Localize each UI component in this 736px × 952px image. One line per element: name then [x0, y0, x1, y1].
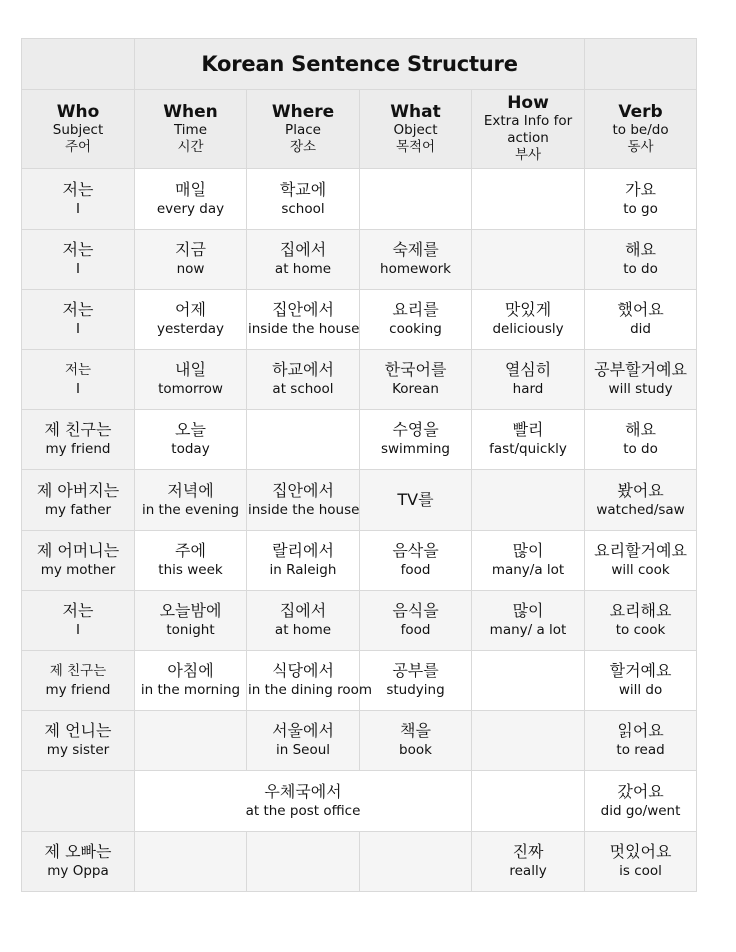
cell-how [472, 771, 585, 831]
cell-verb [585, 590, 697, 650]
table-row [22, 410, 697, 470]
korean-text: 많이 [512, 600, 544, 620]
english-text: inside the house [248, 320, 360, 337]
english-text: will study [608, 381, 673, 398]
header-label: Who [56, 101, 100, 122]
korean-text: 해요 [625, 420, 656, 440]
english-text: inside the house [248, 501, 360, 518]
korean-text: 봤어요 [617, 480, 664, 500]
cell-how [472, 590, 585, 650]
title-cell [135, 39, 585, 90]
cell-where [247, 169, 360, 229]
table-row [22, 350, 697, 410]
page-title: Korean Sentence Structure [201, 52, 518, 77]
header-subtext: action [507, 130, 549, 147]
header-when [135, 90, 247, 169]
korean-text: 제 오빠는 [44, 841, 112, 861]
cell-where [247, 711, 360, 771]
korean-text: 요리할거예요 [594, 540, 687, 560]
english-text: swimming [380, 441, 450, 458]
korean-text: 제 친구는 [44, 420, 112, 440]
english-text: did go/went [600, 802, 681, 819]
korean-text: 음삭을 [392, 540, 439, 560]
cell-what [360, 289, 472, 349]
english-text: now [176, 260, 205, 277]
korean-text: 저녁에 [167, 480, 214, 500]
english-text: at school [272, 381, 334, 398]
sentence-structure-table [21, 38, 697, 892]
korean-text: 집에서 [279, 600, 327, 620]
cell-how [472, 350, 585, 410]
cell-verb [585, 651, 697, 711]
korean-text: 하교에서 [272, 360, 334, 380]
korean-text: 저는 [62, 299, 94, 319]
table-row [22, 831, 697, 891]
table-row [22, 289, 697, 349]
table-row [22, 169, 697, 229]
english-text: many/a lot [491, 561, 565, 578]
english-text: did [630, 320, 651, 337]
korean-text: 요리를 [392, 299, 439, 319]
korean-text: 지금 [175, 239, 206, 259]
cell-how [472, 169, 585, 229]
header-subtext: Object [393, 121, 438, 138]
english-text: I [76, 381, 80, 398]
cell-where [247, 651, 373, 711]
korean-text: 제 어머니는 [36, 540, 120, 560]
header-subtext: 시간 [177, 138, 204, 155]
cell-how [472, 289, 585, 349]
english-text: deliciously [492, 320, 564, 337]
english-text: at the post office [245, 802, 361, 819]
header-subtext: 목적어 [395, 138, 436, 155]
korean-text: 우체국에서 [264, 781, 342, 801]
header-row [22, 90, 697, 169]
english-text: fast/quickly [489, 441, 567, 458]
korean-text: 저는 [62, 179, 94, 199]
english-text: studying [386, 682, 445, 699]
cell-what [360, 350, 472, 410]
korean-text: 해요 [625, 239, 656, 259]
english-text: food [400, 561, 431, 578]
english-text: book [399, 742, 432, 759]
korean-text: TV를 [397, 490, 434, 510]
title-right-cell [585, 39, 697, 90]
cell-how [472, 711, 585, 771]
english-text: many/ a lot [489, 621, 567, 638]
english-text: at home [274, 621, 332, 638]
cell-when [135, 771, 472, 831]
cell-verb [585, 289, 697, 349]
korean-text: 저는 [64, 362, 92, 379]
english-text: yesterday [156, 320, 225, 337]
english-text: cooking [389, 320, 442, 337]
header-subtext: Subject [52, 121, 104, 138]
english-text: food [400, 621, 431, 638]
english-text: in Seoul [275, 742, 331, 759]
korean-text: 공부를 [392, 661, 439, 681]
korean-text: 음식을 [392, 600, 439, 620]
header-label: When [163, 101, 218, 122]
english-text: I [76, 621, 80, 638]
english-text: I [76, 260, 80, 277]
cell-verb [585, 711, 697, 771]
cell-who [22, 590, 135, 650]
cell-when [135, 410, 247, 470]
korean-text: 아침에 [167, 661, 214, 681]
english-text: school [281, 200, 325, 217]
cell-where [247, 831, 360, 891]
cell-how [472, 229, 585, 289]
korean-text: 주에 [175, 540, 206, 560]
cell-when [135, 350, 247, 410]
korean-text: 오늘밤에 [159, 600, 222, 620]
cell-how [472, 410, 585, 470]
korean-text: 서울에서 [272, 721, 334, 741]
korean-text: 저는 [62, 239, 94, 259]
english-text: in the dining room [248, 682, 373, 699]
english-text: tonight [166, 621, 215, 638]
cell-verb [585, 350, 697, 410]
english-text: my mother [40, 561, 116, 578]
cell-who [22, 410, 135, 470]
english-text: hard [512, 381, 544, 398]
english-text: tomorrow [158, 381, 223, 398]
header-subtext: to be/do [612, 121, 669, 138]
korean-text: 했어요 [617, 299, 664, 319]
korean-text: 열심히 [504, 360, 552, 380]
table-row [22, 470, 697, 530]
english-text: to read [616, 742, 665, 759]
cell-where [247, 350, 360, 410]
korean-text: 집안에서 [272, 480, 334, 500]
english-text: my friend [45, 682, 111, 699]
korean-text: 식당에서 [272, 661, 334, 681]
header-subtext: Time [173, 121, 208, 138]
cell-when [135, 651, 247, 711]
table-row [22, 771, 697, 831]
english-text: every day [156, 200, 225, 217]
english-text: this week [158, 561, 223, 578]
korean-text: 랄리에서 [272, 540, 334, 560]
english-text: I [76, 320, 80, 337]
korean-text: 할거예요 [609, 661, 672, 681]
english-text: my sister [46, 742, 110, 759]
cell-how [472, 651, 585, 711]
english-text: homework [380, 260, 451, 277]
korean-text: 수영을 [392, 420, 439, 440]
english-text: today [171, 441, 210, 458]
korean-text: 빨리 [512, 420, 544, 440]
english-text: in the evening [141, 501, 240, 518]
korean-text: 제 친구는 [49, 663, 107, 680]
korean-text: 매일 [175, 179, 206, 199]
cell-when [135, 229, 247, 289]
cell-when [135, 831, 247, 891]
header-subtext: 주어 [64, 138, 92, 155]
cell-what [360, 410, 472, 470]
cell-what [360, 229, 472, 289]
cell-verb [585, 530, 697, 590]
cell-when [135, 169, 247, 229]
cell-how [472, 470, 585, 530]
english-text: in the morning [140, 682, 241, 699]
cell-who [22, 651, 135, 711]
header-label: What [390, 101, 441, 122]
header-label: Verb [618, 101, 663, 122]
english-text: really [509, 862, 547, 879]
cell-what [360, 530, 472, 590]
cell-who [22, 229, 135, 289]
cell-when [135, 470, 247, 530]
cell-where [247, 590, 360, 650]
english-text: is cool [619, 862, 662, 879]
english-text: in Raleigh [269, 561, 337, 578]
cell-where [247, 470, 360, 530]
english-text: to do [623, 260, 658, 277]
korean-text: 가요 [625, 179, 656, 199]
cell-verb [585, 410, 697, 470]
cell-verb [585, 771, 697, 831]
header-how [472, 90, 585, 169]
korean-text: 한국어를 [384, 360, 447, 380]
header-subtext: Extra Info for [483, 113, 573, 130]
cell-who [22, 771, 135, 831]
english-text: my friend [45, 441, 111, 458]
english-text: will do [618, 682, 663, 699]
korean-text: 숙제를 [392, 239, 439, 259]
korean-text: 제 언니는 [44, 721, 112, 741]
cell-when [135, 711, 247, 771]
cell-how [472, 831, 585, 891]
english-text: I [76, 200, 80, 217]
korean-text: 내일 [175, 360, 206, 380]
cell-where [247, 229, 360, 289]
english-text: to do [623, 441, 658, 458]
korean-text: 제 아버지는 [36, 480, 120, 500]
cell-when [135, 530, 247, 590]
header-subtext: 동사 [627, 138, 654, 155]
cell-what [360, 470, 472, 530]
table-row [22, 711, 697, 771]
table-row [22, 651, 697, 711]
english-text: watched/saw [596, 501, 685, 518]
cell-where [247, 410, 360, 470]
korean-text: 요리해요 [609, 600, 672, 620]
english-text: to cook [615, 621, 666, 638]
header-subtext: 부사 [514, 147, 542, 164]
korean-text: 멋있어요 [609, 841, 672, 861]
header-what [360, 90, 472, 169]
korean-text: 공부할거예요 [594, 360, 687, 380]
cell-verb [585, 169, 697, 229]
korean-text: 오늘 [175, 420, 206, 440]
english-text: Korean [392, 381, 439, 398]
cell-who [22, 289, 135, 349]
header-verb [585, 90, 697, 169]
korean-text: 학교에 [279, 179, 327, 199]
cell-how [472, 530, 585, 590]
header-where [247, 90, 360, 169]
header-subtext: 장소 [289, 138, 317, 155]
table-row [22, 229, 697, 289]
header-who [22, 90, 135, 169]
cell-what [360, 711, 472, 771]
korean-text: 많이 [512, 540, 544, 560]
cell-who [22, 530, 135, 590]
cell-what [360, 169, 472, 229]
korean-text: 갔어요 [617, 781, 664, 801]
cell-verb [585, 470, 697, 530]
cell-when [135, 590, 247, 650]
korean-text: 읽어요 [617, 721, 664, 741]
english-text: will cook [611, 561, 670, 578]
cell-who [22, 169, 135, 229]
cell-who [22, 711, 135, 771]
cell-verb [585, 229, 697, 289]
table-row [22, 530, 697, 590]
cell-who [22, 831, 135, 891]
header-label: How [507, 93, 549, 114]
header-subtext: Place [285, 121, 321, 138]
english-text: my father [44, 501, 112, 518]
korean-text: 진짜 [512, 841, 544, 861]
table-row [22, 590, 697, 650]
cell-what [360, 590, 472, 650]
korean-text: 집안에서 [272, 299, 334, 319]
cell-what [360, 651, 472, 711]
english-text: to go [623, 200, 658, 217]
cell-verb [585, 831, 697, 891]
korean-text: 집에서 [279, 239, 327, 259]
korean-text: 저는 [62, 600, 94, 620]
cell-when [135, 289, 247, 349]
english-text: my Oppa [47, 862, 109, 879]
cell-who [22, 470, 135, 530]
cell-where [247, 530, 360, 590]
korean-text: 맛있게 [504, 299, 552, 319]
english-text: at home [274, 260, 332, 277]
corner-cell [22, 39, 135, 90]
title-row [22, 39, 697, 90]
cell-where [247, 289, 360, 349]
cell-what [360, 831, 472, 891]
korean-text: 어제 [175, 299, 206, 319]
cell-who [22, 350, 135, 410]
header-label: Where [271, 101, 335, 122]
korean-text: 책을 [400, 721, 431, 741]
